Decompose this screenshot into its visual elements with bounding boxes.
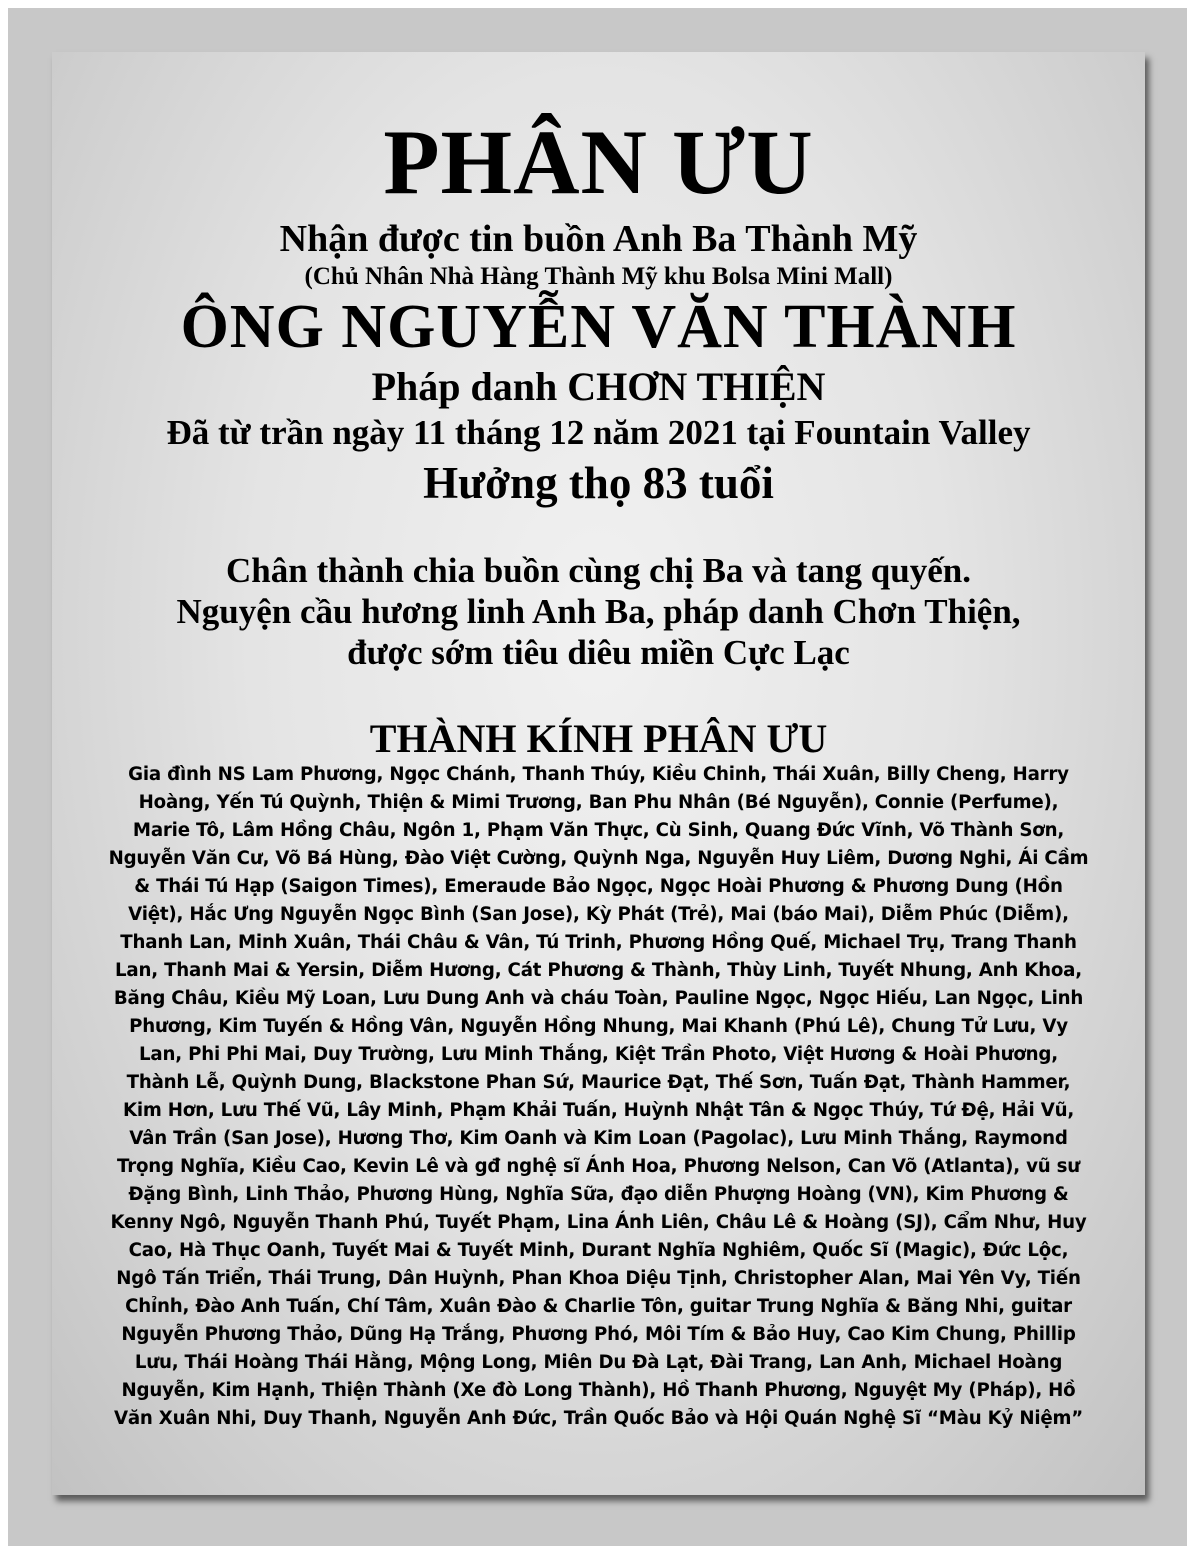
passed-away-line: Đã từ trần ngày 11 tháng 12 năm 2021 tại Fountain Valley <box>166 413 1031 452</box>
signatories-heading: THÀNH KÍNH PHÂN ƯU <box>369 716 828 761</box>
deceased-name: ÔNG NGUYỄN VĂN THÀNH <box>180 293 1017 361</box>
condolence-line: Chân thành chia buồn cùng chị Ba và tang quyến. <box>226 551 971 590</box>
dharma-name-line: Pháp danh CHƠN THIỆN <box>371 364 826 409</box>
received-news-line: Nhận được tin buồn Anh Ba Thành Mỹ <box>279 218 918 260</box>
condolence-message <box>52 550 1145 673</box>
age-line: Hưởng thọ 83 tuổi <box>423 458 774 508</box>
owner-line: (Chủ Nhân Nhà Hàng Thành Mỹ khu Bolsa Mini Mall) <box>304 263 893 290</box>
notice-content <box>52 52 1145 1433</box>
notice-title: PHÂN ƯU <box>383 111 814 213</box>
signatories-list: Gia đình NS Lam Phương, Ngọc Chánh, Thanh Thúy, Kiều Chinh, Thái Xuân, Billy Cheng, Harry Hoàng, Yến Tú Quỳnh, Thiện & Mimi Trương, Ban Phu Nhân (Bé Nguyễn), Connie (Perfume), Marie Tô, Lâm Hồng Châu, Ngôn 1, Phạm Văn Thực, Cù Sinh, Quang Đức Vĩnh, Võ Thành Sơn, Nguyễn Văn Cư, Võ Bá Hùng, Đào Việt Cường, Quỳnh Nga, Nguyễn Huy Liêm, Dương Nghi, Ái Cầm & Thái Tú Hạp (Saigon Times), Emeraude Bảo Ngọc, Ngọc Hoài Phương & Phương Dung (Hồn Việt), Hắc Ưng Nguyễn Ngọc Bình (San Jose), Kỳ Phát (Trẻ), Mai (báo Mai), Diễm Phúc (Diễm), Thanh Lan, Minh Xuân, Thái Châu & Vân, Tú Trinh, Phương Hồng Quế, Michael Trụ, Trang Thanh Lan, Thanh Mai & Yersin, Diễm Hương, Cát Phương & Thành, Thùy Linh, Tuyết Nhung, Anh Khoa, Băng Châu, Kiều Mỹ Loan, Lưu Dung Anh và cháu Toàn, Pauline Ngọc, Ngọc Hiếu, Lan Ngọc, Linh Phương, Kim Tuyến & Hồng Vân, Nguyễn Hồng Nhung, Mai Khanh (Phú Lê), Chung Tử Lưu, Vy Lan, Phi Phi Mai, Duy Trường, Lưu Minh Thắng, Kiệt Trần Photo, Việt Hương & Hoài Phương, Thành Lễ, Quỳnh Dung, Blackstone Phan Sứ, Maurice Đạt, Thế Sơn, Tuấn Đạt, Thành Hammer, Kim Hơn, Lưu Thế Vũ, Lây Minh, Phạm Khải Tuấn, Huỳnh Nhật Tân & Ngọc Thúy, Tứ Đệ, Hải Vũ, Vân Trần (San Jose), Hương Thơ, Kim Oanh và Kim Loan (Pagolac), Lưu Minh Thắng, Raymond Trọng Nghĩa, Kiều Cao, Kevin Lê và gđ nghệ sĩ Ánh Hoa, Phương Nelson, Can Võ (Atlanta), vũ sư Đặng Bình, Linh Thảo, Phương Hùng, Nghĩa Sữa, đạo diễn Phượng Hoàng (VN), Kim Phương & Kenny Ngô, Nguyễn Thanh Phú, Tuyết Phạm, Lina Ánh Liên, Châu Lê & Hoàng (SJ), Cẩm Như, Huy Cao, Hà Thục Oanh, Tuyết Mai & Tuyết Minh, Durant Nghĩa Nghiêm, Quốc Sĩ (Magic), Đức Lộc, Ngô Tấn Triển, Thái Trung, Dân Huỳnh, Phan Khoa Diệu Tịnh, Christopher Alan, Mai Yên Vy, Tiến Chỉnh, Đào Anh Tuấn, Chí Tâm, Xuân Đào & Charlie Tôn, guitar Trung Nghĩa & Băng Nhi, guitar Nguyễn Phương Thảo, Dũng Hạ Trắng, Phương Phó, Môi Tím & Bảo Huy, Cao Kim Chung, Phillip Lưu, Thái Hoàng Thái Hằng, Mộng Long, Miên Du Đà Lạt, Đài Trang, Lan Anh, Michael Hoàng Nguyễn, Kim Hạnh, Thiện Thành (Xe đò Long Thành), Hồ Thanh Phương, Nguyệt My (Pháp), Hồ Văn Xuân Nhi, Duy Thanh, Nguyễn Anh Đức, Trần Quốc Bảo và Hội Quán Nghệ Sĩ “Màu Kỷ Niệm” <box>108 764 1089 1429</box>
condolence-line: được sớm tiêu diêu miền Cực Lạc <box>347 633 850 672</box>
condolence-card <box>52 52 1145 1495</box>
condolence-line: Nguyện cầu hương linh Anh Ba, pháp danh Chơn Thiện, <box>176 592 1021 631</box>
